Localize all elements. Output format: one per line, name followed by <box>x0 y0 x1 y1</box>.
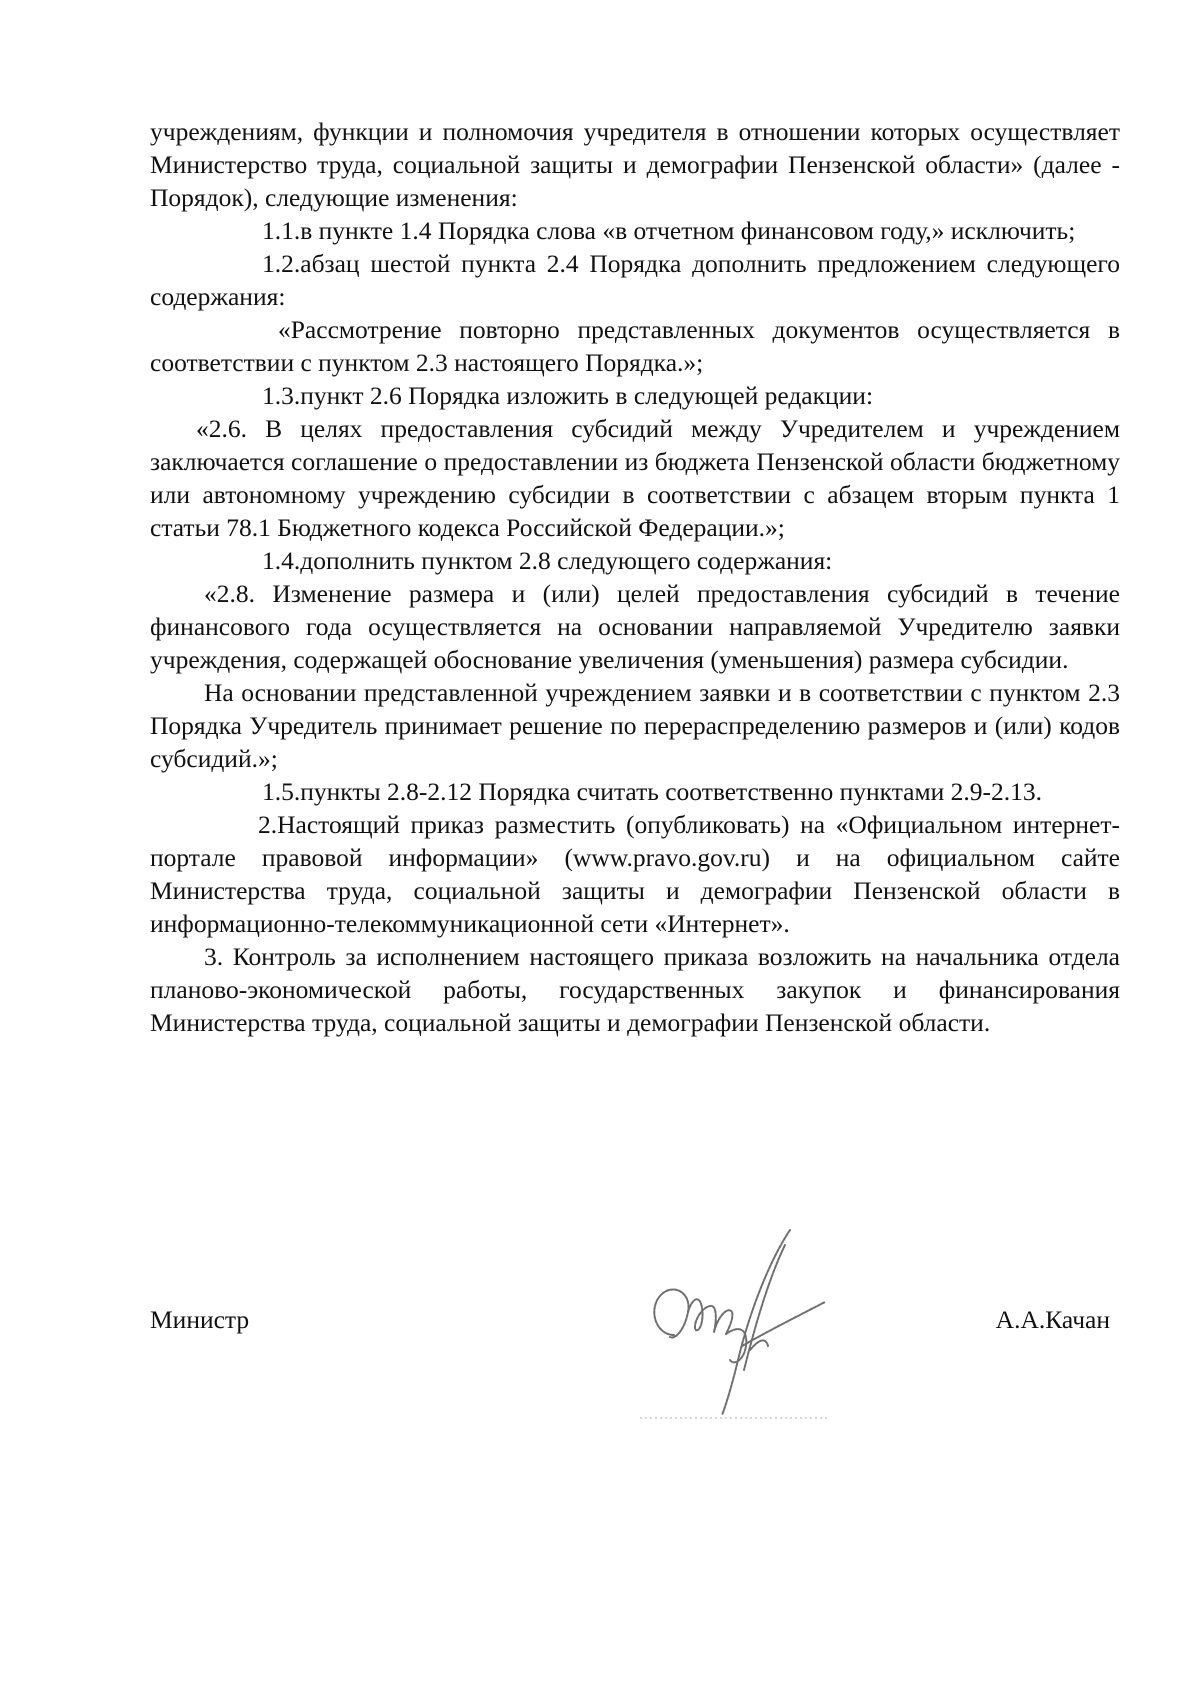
paragraph-3: 3. Контроль за исполнением настоящего приказа возложить на начальника отдела планово-экономической работы, государственных закупок и финансирования Министерства труда, социальной защиты и демографии Пензенской области. <box>150 942 1120 1037</box>
item-number: 1.2. <box>262 249 301 278</box>
paragraph-2: 2.Настоящий приказ разместить (опубликовать) на «Официальном интернет-портале правовой информации» (www.pravo.gov.ru) и на официальном сайте Министерства труда, социальной защиты и демографии Пензенской области в информационно-телекоммуникационной сети «Интернет». <box>150 810 1120 938</box>
handwritten-signature-icon <box>630 1220 840 1420</box>
paragraph-quote-2-6: «2.6. В целях предоставления субсидий между Учредителем и учреждением заключается соглашение о предоставлении из бюджета Пензенской области бюджетному или автономному учреждению субсидии в соответствии с абзацем вторым пункта 1 статьи 78.1 Бюджетного кодекса Российской Федерации.»; <box>150 414 1120 542</box>
paragraph-quote-review: «Рассмотрение повторно представленных документов осуществляется в соответствии с пунктом 2.3 настоящего Порядка.»; <box>150 315 1120 377</box>
signature-block <box>150 1305 1120 1465</box>
item-number: 1.3. <box>262 381 301 410</box>
document-body <box>150 115 1120 1039</box>
paragraph-intro: учреждениям, функции и полномочия учредителя в отношении которых осуществляет Министерство труда, социальной защиты и демографии Пензенской области» (далее - Порядок), следующие изменения: <box>150 117 1120 212</box>
paragraph-1-5: 1.5.пункты 2.8-2.12 Порядка считать соответственно пунктами 2.9-2.13. <box>150 775 1120 808</box>
item-number: 1.1. <box>262 216 301 245</box>
signatory-name: А.А.Качан <box>995 1305 1110 1334</box>
paragraph-redistribution: На основании представленной учреждением заявки и в соответствии с пунктом 2.3 Порядка Учредитель принимает решение по перераспределению размеров и (или) кодов субсидий.»; <box>150 678 1120 773</box>
paragraph-1-2: 1.2.абзац шестой пункта 2.4 Порядка дополнить предложением следующего содержания: <box>150 249 1120 311</box>
paragraph-quote-2-8: «2.8. Изменение размера и (или) целей предоставления субсидий в течение финансового года осуществляется на основании направляемой Учредителю заявки учреждения, содержащей обоснование увеличения (уменьшения) размера субсидии. <box>150 579 1120 674</box>
item-number: 1.4. <box>262 546 301 575</box>
item-number: 3. <box>204 942 224 971</box>
item-number: 1.5. <box>262 777 301 806</box>
paragraph-1-1: 1.1.в пункте 1.4 Порядка слова «в отчетном финансовом году,» исключить; <box>150 214 1120 247</box>
signatory-position: Министр <box>150 1305 250 1334</box>
paragraph-1-4: 1.4.дополнить пунктом 2.8 следующего содержания: <box>150 544 1120 577</box>
item-number: 2. <box>258 810 278 839</box>
paragraph-1-3: 1.3.пункт 2.6 Порядка изложить в следующей редакции: <box>150 379 1120 412</box>
